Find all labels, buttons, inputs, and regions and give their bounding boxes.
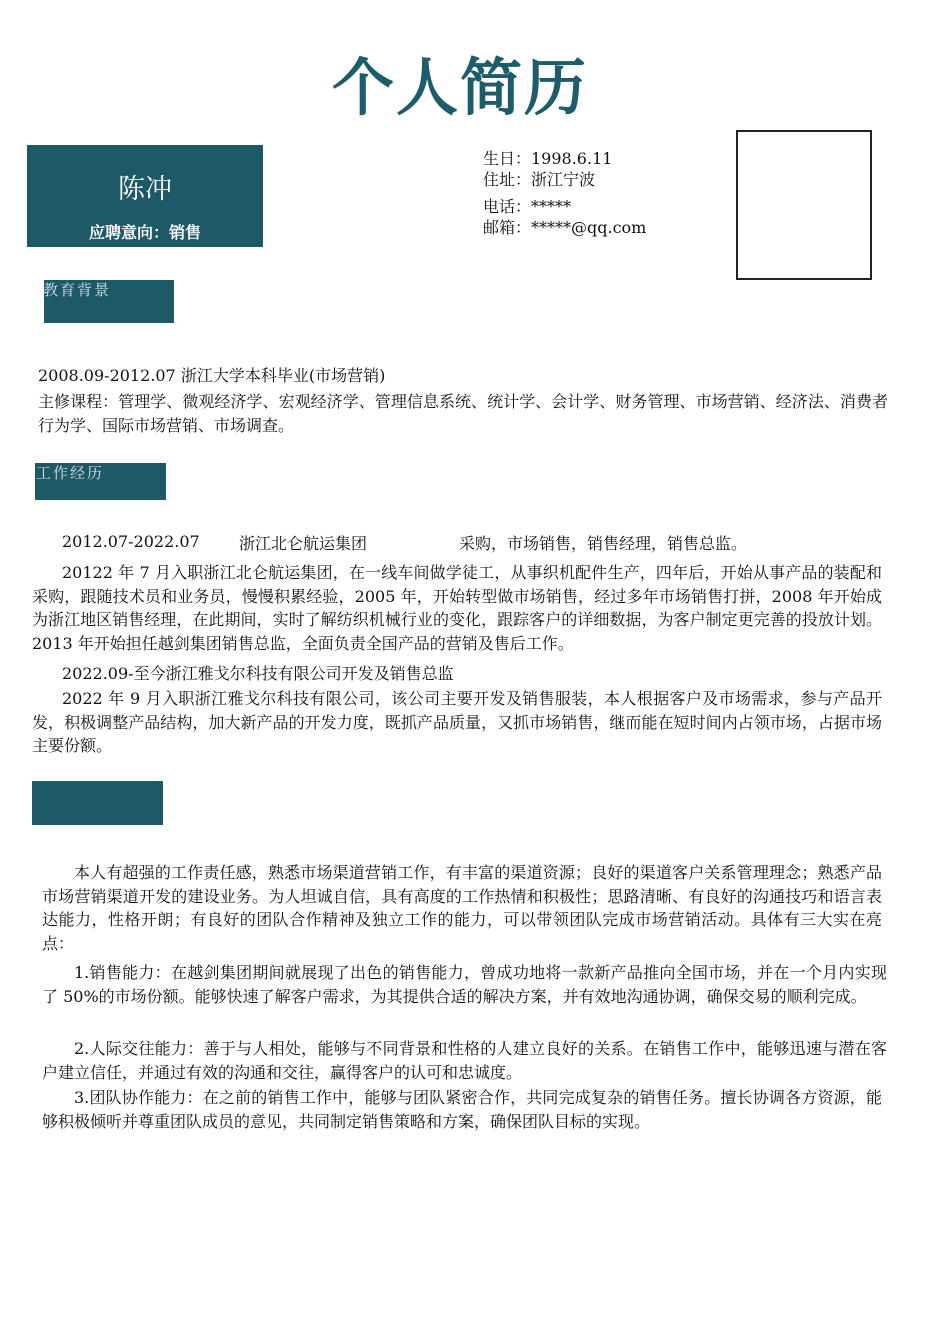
email: 邮箱：*****@qq.com bbox=[483, 218, 647, 237]
self-eval-point-1: 1.销售能力：在越剑集团期间就展现了出色的销售能力，曾成功地将一款新产品推向全国市场，并在一个月内实现了 50%的市场份额。能够快速了解客户需求，为其提供合适的解决方案，并有效地沟通协调，确保交易的顺利完成。 bbox=[42, 963, 887, 1006]
phone: 电话：***** bbox=[483, 197, 572, 216]
education-entry: 2008.09-2012.07 浙江大学本科毕业(市场营销) bbox=[38, 366, 386, 385]
job1-roles: 采购，市场销售，销售经理，销售总监。 bbox=[459, 534, 748, 553]
name-card bbox=[27, 145, 263, 247]
self-eval-point-2: 2.人际交往能力：善于与人相处，能够与不同背景和性格的人建立良好的关系。在销售工作中，能够迅速与潜在客户建立信任，并通过有效的沟通和交往，赢得客户的认可和忠诚度。 bbox=[42, 1039, 887, 1082]
self-eval-intro: 本人有超强的工作责任感，熟悉市场渠道营销工作，有丰富的渠道资源；良好的渠道客户关系管理理念；熟悉产品市场营销渠道开发的建设业务。为人坦诚自信，具有高度的工作热情和积极性；思路清晰、有良好的沟通技巧和语言表达能力，性格开朗；有良好的团队合作精神及独立工作的能力，可以带领团队完成市场营销活动。具体有三大实在亮点： bbox=[42, 863, 882, 953]
work-heading: 工作经历 bbox=[36, 464, 105, 482]
job1-description: 20122 年 7 月入职浙江北仑航运集团，在一线车间做学徒工，从事织机配件生产，四年后，开始从事产品的装配和采购，跟随技术员和业务员，慢慢积累经验，2005 年，开始转型做市场销售，经过多年市场销售打拼，2008 年开始成为浙江地区销售经理，在此期间，实时了解纺织机械行业的变化，跟踪客户的详细数据，为客户制定更完善的投放计划。2013 年开始担任越剑集团销售总监，全面负责全国产品的营销及售后工作。 bbox=[32, 563, 882, 653]
self-eval-heading-block bbox=[32, 781, 163, 825]
education-courses: 主修课程：管理学、微观经济学、宏观经济学、管理信息系统、统计学、会计学、财务管理、市场营销、经济法、消费者行为学、国际市场营销、市场调查。 bbox=[38, 392, 888, 435]
birthday: 生日：1998.6.11 bbox=[483, 149, 613, 168]
job-intent: 应聘意向：销售 bbox=[88, 223, 201, 242]
self-eval-point-3: 3.团队协作能力：在之前的销售工作中，能够与团队紧密合作，共同完成复杂的销售任务。擅长协调各方资源，能够积极倾听并尊重团队成员的意见，共同制定销售策略和方案，确保团队目标的实现。 bbox=[42, 1088, 882, 1131]
job1-company: 浙江北仑航运集团 bbox=[239, 534, 368, 553]
person-name: 陈冲 bbox=[118, 174, 172, 205]
job2-title: 2022.09-至今浙江雅戈尔科技有限公司开发及销售总监 bbox=[62, 664, 454, 683]
address: 住址：浙江宁波 bbox=[483, 170, 596, 189]
job2-description: 2022 年 9 月入职浙江雅戈尔科技有限公司，该公司主要开发及销售服装，本人根据客户及市场需求，参与产品开发，积极调整产品结构，加大新产品的开发力度，既抓产品质量，又抓市场销售，继而能在短时间内占领市场，占据市场主要份额。 bbox=[32, 689, 882, 755]
page-title: 个人简历 bbox=[331, 51, 588, 124]
job1-period: 2012.07-2022.07 bbox=[62, 532, 200, 551]
education-heading: 教育背景 bbox=[43, 281, 112, 299]
photo-placeholder bbox=[736, 130, 872, 280]
